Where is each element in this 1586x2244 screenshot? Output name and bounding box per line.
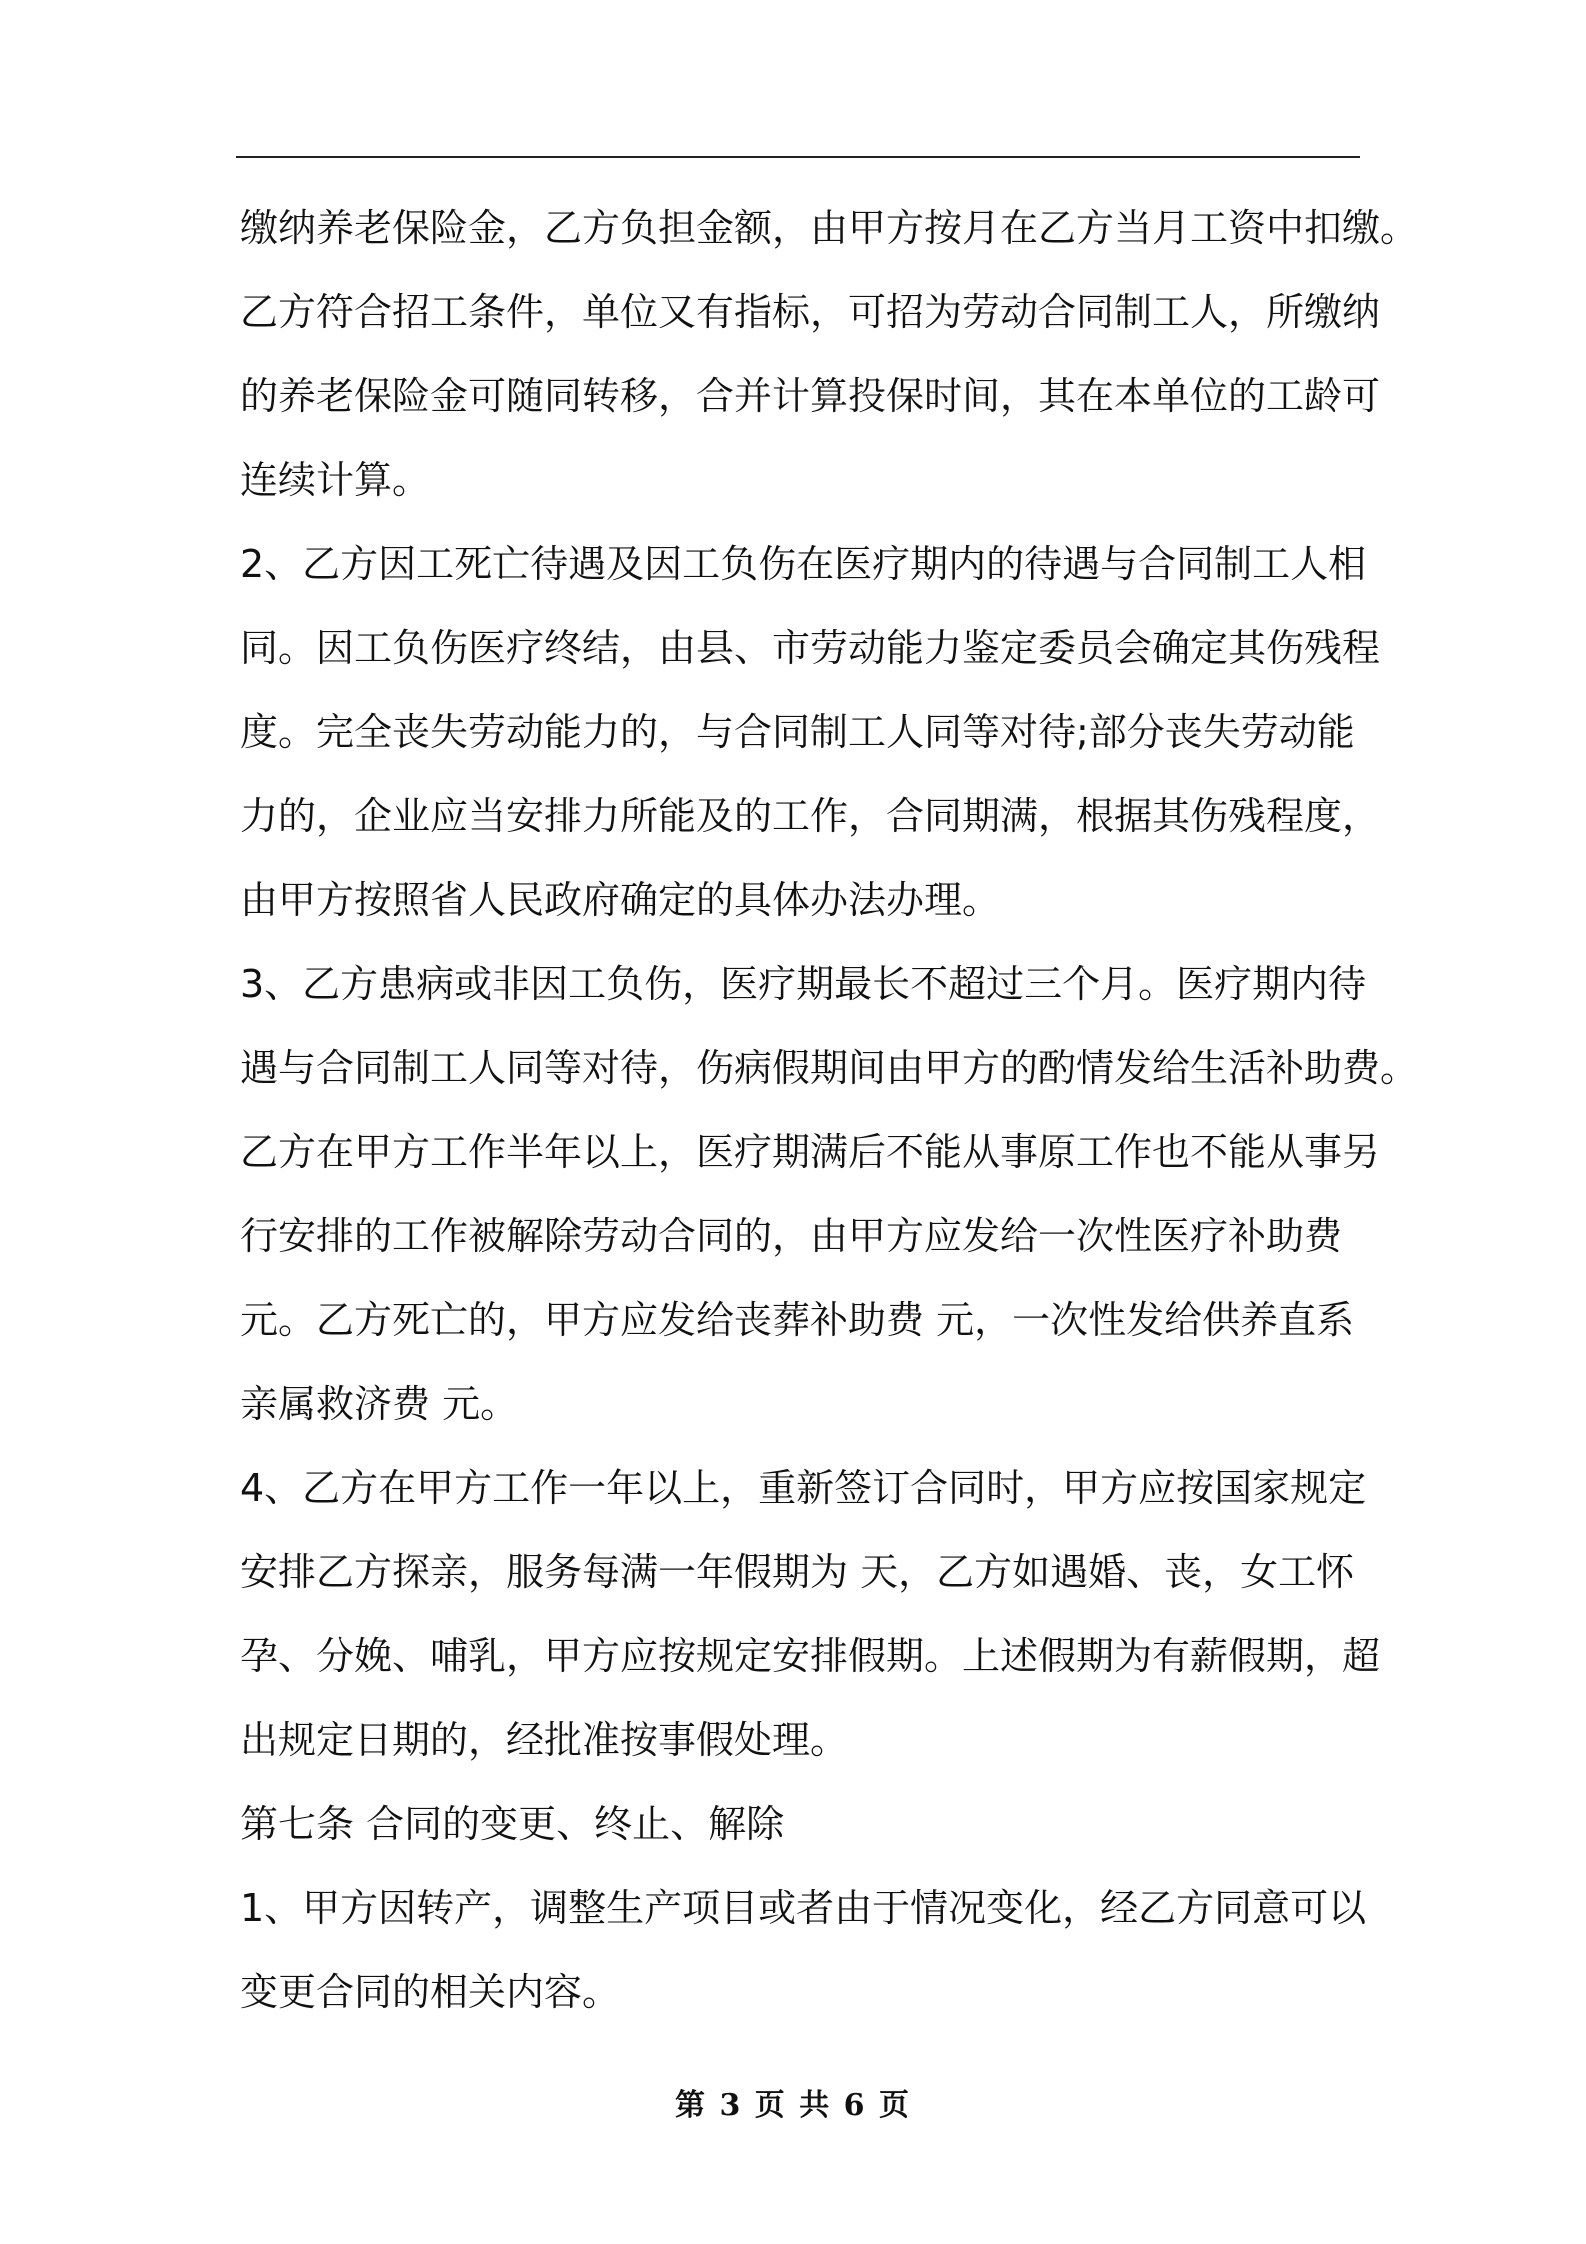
text-line: 4、乙方在甲方工作一年以上，重新签订合同时，甲方应按国家规定 xyxy=(240,1466,1367,1510)
text-line: 力的，企业应当安排力所能及的工作，合同期满，根据其伤残程度， xyxy=(240,794,1381,838)
text-line: 同。因工负伤医疗终结，由县、市劳动能力鉴定委员会确定其伤残程 xyxy=(240,626,1381,670)
text-line: 3、乙方患病或非因工负伤，医疗期最长不超过三个月。医疗期内待 xyxy=(240,962,1367,1006)
text-line: 出规定日期的，经批准按事假处理。 xyxy=(240,1718,849,1762)
text-line: 变更合同的相关内容。 xyxy=(240,1970,621,2014)
text-line: 安排乙方探亲，服务每满一年假期为 天，乙方如遇婚、丧，女工怀 xyxy=(240,1550,1355,1594)
text-line: 由甲方按照省人民政府确定的具体办法办理。 xyxy=(240,878,1001,922)
page-footer: 第 3 页 共 6 页 xyxy=(675,2088,911,2123)
text-line: 孕、分娩、哺乳，甲方应按规定安排假期。上述假期为有薪假期，超 xyxy=(240,1634,1381,1678)
text-line: 的养老保险金可随同转移，合并计算投保时间，其在本单位的工龄可 xyxy=(240,374,1381,418)
header-rule xyxy=(236,156,1360,158)
text-line: 行安排的工作被解除劳动合同的，由甲方应发给一次性医疗补助费 xyxy=(240,1214,1343,1258)
section-heading: 第七条 合同的变更、终止、解除 xyxy=(240,1802,785,1846)
text-line: 乙方符合招工条件，单位又有指标，可招为劳动合同制工人，所缴纳 xyxy=(240,290,1381,334)
text-line: 遇与合同制工人同等对待，伤病假期间由甲方的酌情发给生活补助费。 xyxy=(240,1046,1419,1090)
text-line: 缴纳养老保险金，乙方负担金额，由甲方按月在乙方当月工资中扣缴。 xyxy=(240,206,1419,250)
text-line: 连续计算。 xyxy=(240,458,431,502)
document-body xyxy=(240,186,1419,2034)
text-line: 2、乙方因工死亡待遇及因工负伤在医疗期内的待遇与合同制工人相 xyxy=(240,542,1367,586)
text-line: 元。乙方死亡的，甲方应发给丧葬补助费 元，一次性发给供养直系 xyxy=(240,1298,1355,1342)
text-line: 乙方在甲方工作半年以上，医疗期满后不能从事原工作也不能从事另 xyxy=(240,1130,1381,1174)
text-line: 亲属救济费 元。 xyxy=(240,1382,519,1426)
text-line: 度。完全丧失劳动能力的，与合同制工人同等对待;部分丧失劳动能 xyxy=(240,710,1355,754)
text-line: 1、甲方因转产，调整生产项目或者由于情况变化，经乙方同意可以 xyxy=(240,1886,1367,1930)
